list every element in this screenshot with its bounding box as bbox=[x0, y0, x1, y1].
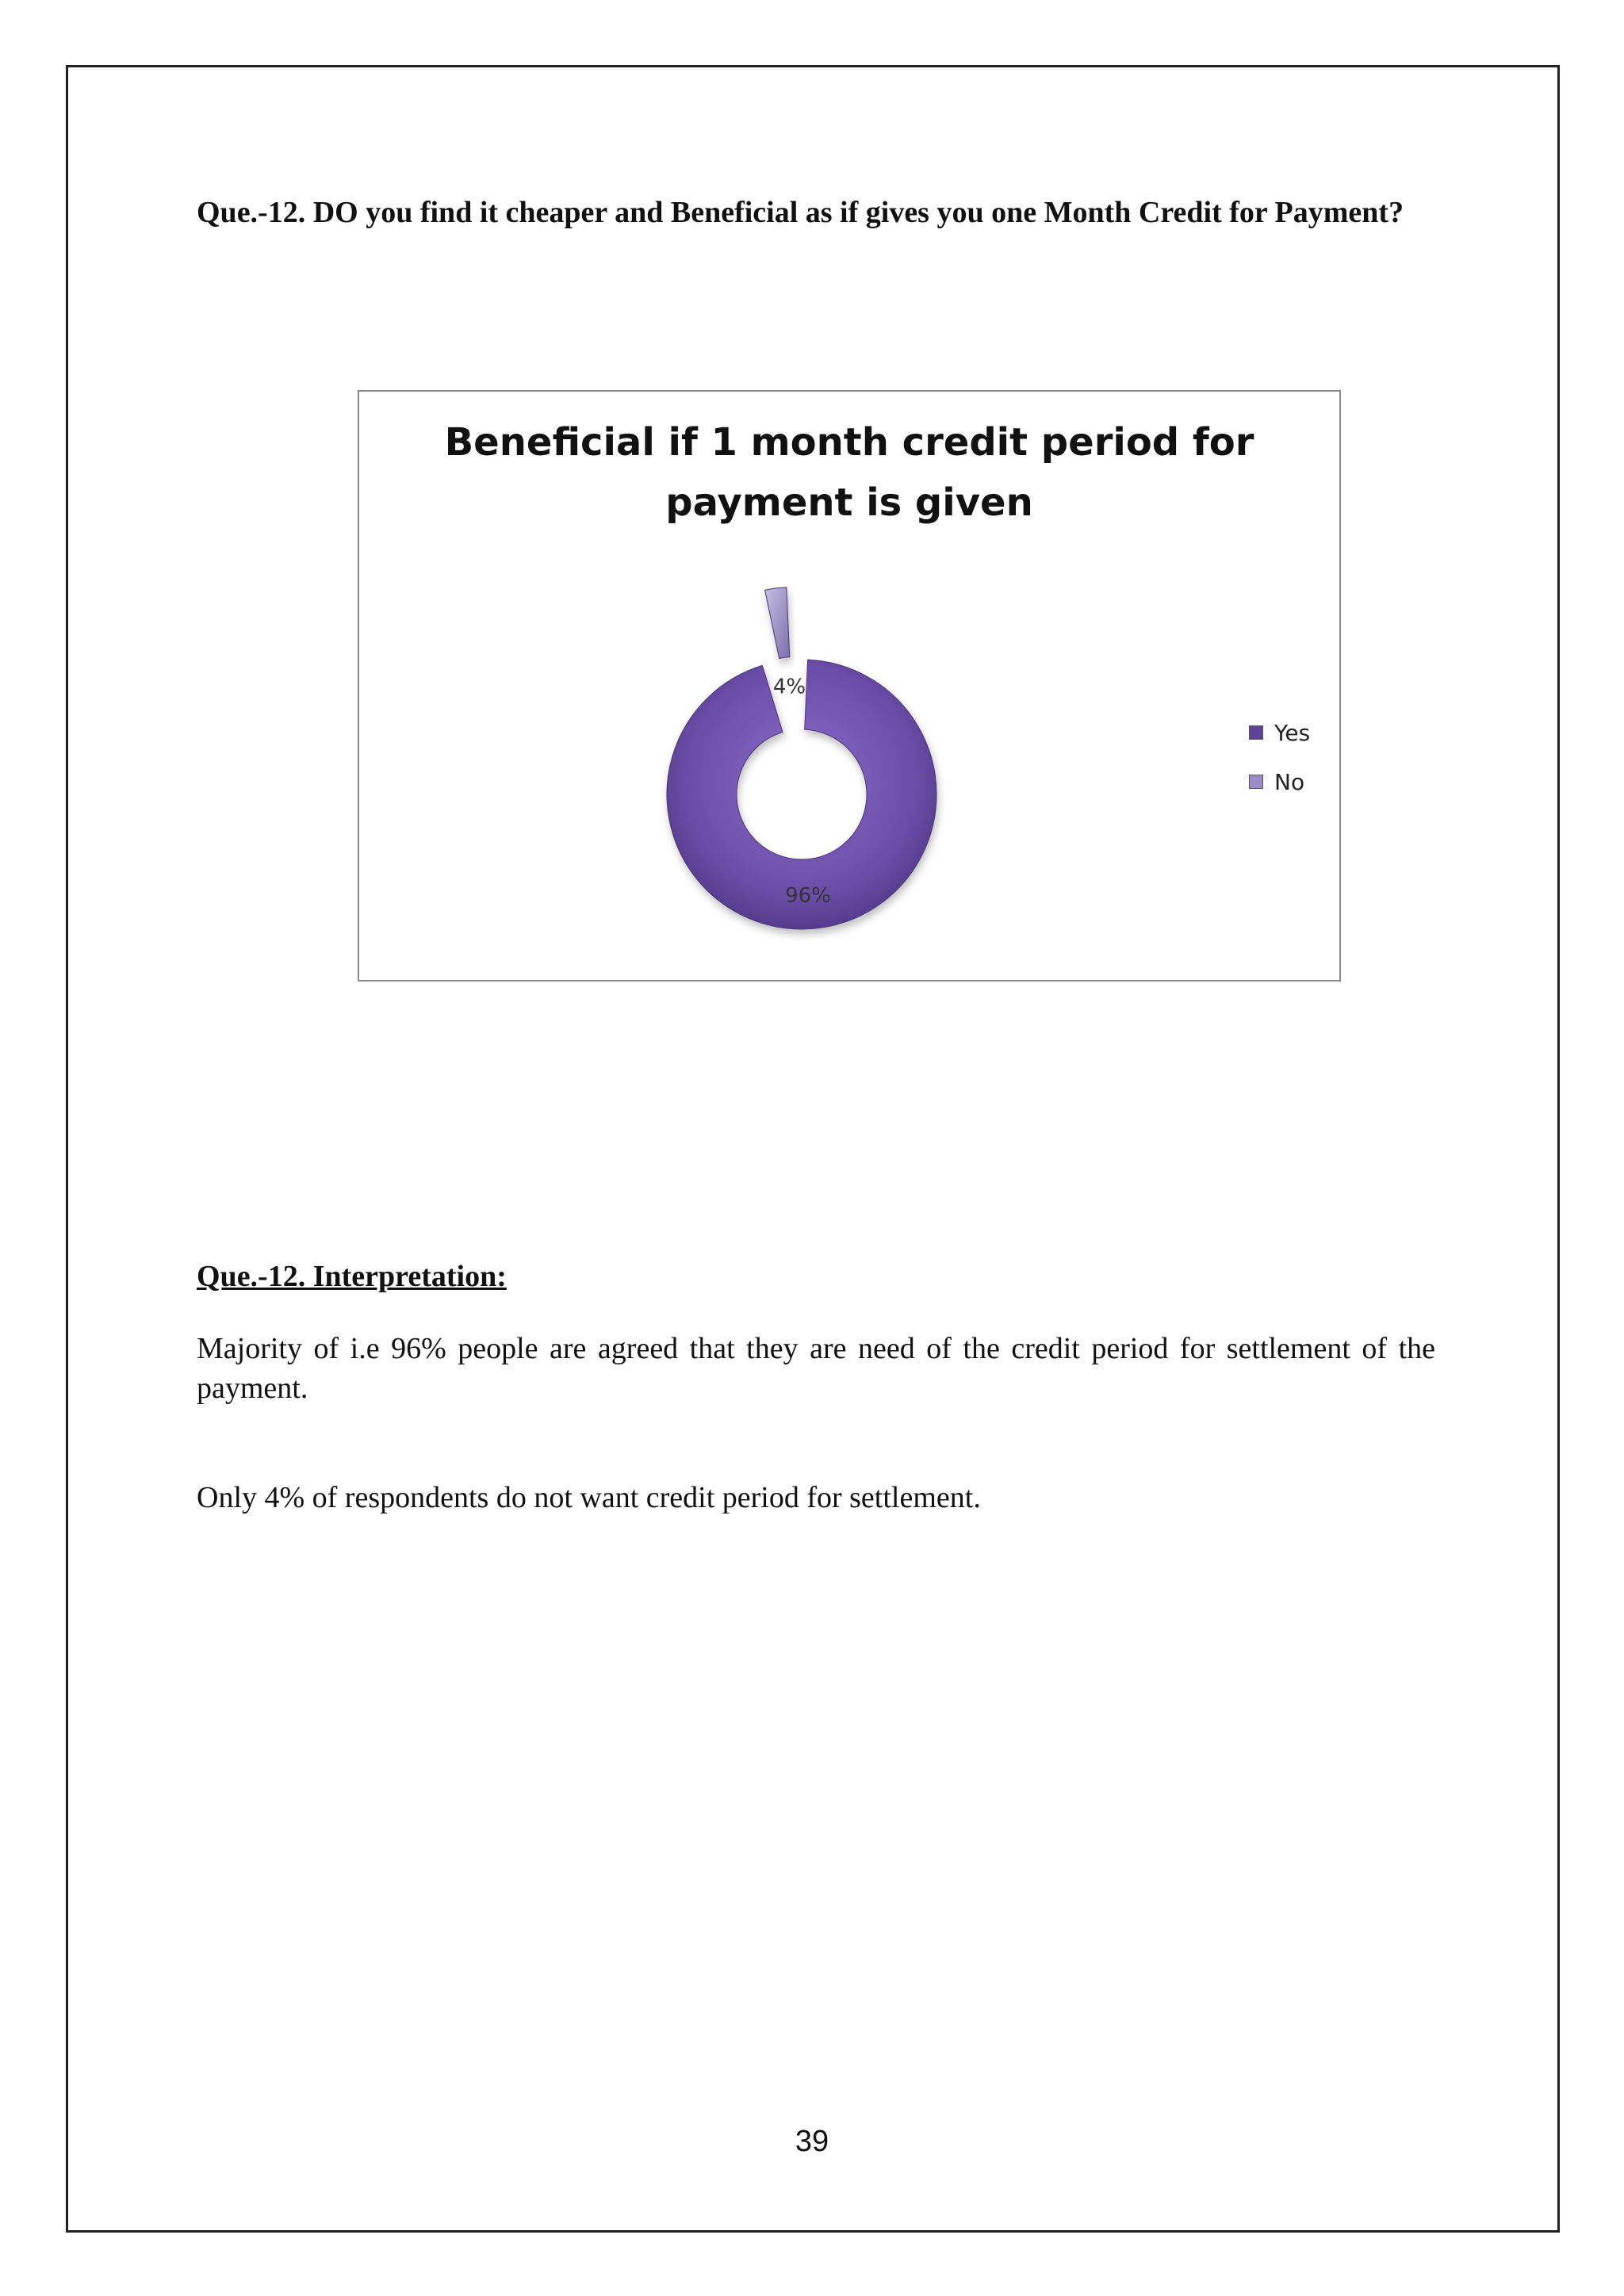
data-label-yes: 96% bbox=[785, 884, 831, 908]
chart-legend bbox=[1249, 717, 1310, 815]
doughnut-chart bbox=[359, 392, 1339, 980]
data-label-no: 4% bbox=[772, 675, 806, 699]
legend-label-no: No bbox=[1274, 768, 1305, 795]
legend-item-yes bbox=[1249, 717, 1310, 748]
interpretation-paragraph-1: Majority of i.e 96% people are agreed that they are need of the credit period for settlement of the payment. bbox=[197, 1332, 1435, 1405]
interpretation-paragraph-2: Only 4% of respondents do not want credit period for settlement. bbox=[197, 1481, 981, 1514]
page-number: 39 bbox=[795, 2125, 829, 2158]
legend-swatch-yes bbox=[1249, 725, 1263, 740]
chart-container bbox=[358, 390, 1341, 982]
interpretation-heading: Que.-12. Interpretation: bbox=[197, 1260, 507, 1293]
question-text: Que.-12. DO you find it cheaper and Beneficial as if gives you one Month Credit for Payment? bbox=[197, 196, 1404, 229]
slice-no bbox=[765, 587, 790, 659]
chart-title-line-2: payment is given bbox=[665, 480, 1033, 525]
legend-label-yes: Yes bbox=[1274, 719, 1311, 746]
chart-title-line-1: Beneficial if 1 month credit period for bbox=[444, 420, 1254, 465]
legend-item-no bbox=[1249, 766, 1310, 798]
legend-swatch-no bbox=[1249, 775, 1263, 789]
